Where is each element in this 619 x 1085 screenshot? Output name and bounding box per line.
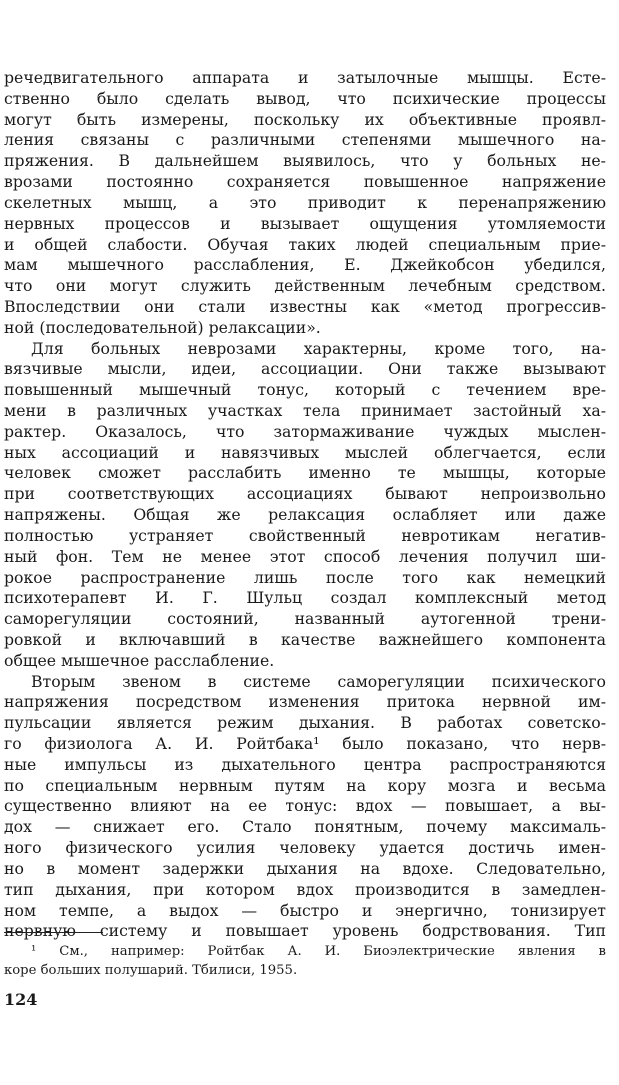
text-line: и общей слабости. Обучая таких людей специальным прие- xyxy=(4,234,606,254)
text-line: при соответствующих ассоциациях бывают непроизвольно xyxy=(4,484,606,504)
text-line: ственно было сделать вывод, что психические процессы xyxy=(4,88,606,108)
text-line: пульсации является режим дыхания. В работах советско- xyxy=(4,713,606,733)
text-line: существенно влияют на ее тонус: вдох — повышает, а вы- xyxy=(4,796,606,816)
text-line: врозами постоянно сохраняется повышенное напряжение xyxy=(4,172,606,192)
text-line: могут быть измерены, поскольку их объективные проявл- xyxy=(4,109,606,129)
footnotes xyxy=(4,942,606,980)
text-line: человек сможет расслабить именно те мышцы, которые xyxy=(4,463,606,483)
footnote-line: ¹ См., например: Ройтбак А. И. Биоэлектрические явления в xyxy=(31,944,606,959)
text-line: пряжения. В дальнейшем выявилось, что у больных не- xyxy=(4,151,606,171)
text-line: саморегуляции состояний, названный аутогенной трени- xyxy=(4,609,606,629)
text-line: речедвигательного аппарата и затылочные мышцы. Есте- xyxy=(4,68,606,87)
text-line: нервную систему и повышает уровень бодрствования. Тип xyxy=(4,921,606,941)
paragraph-start-line: Для больных неврозами характерны, кроме того, на- xyxy=(31,338,606,358)
text-line: ного физического усилия человеку удается достичь имен- xyxy=(4,838,606,858)
text-line: ные импульсы из дыхательного центра распространяются xyxy=(4,754,606,774)
text-line: вязчивые мысли, идеи, ассоциации. Они также вызывают xyxy=(4,359,606,379)
text-line: тип дыхания, при котором вдох производится в замедлен- xyxy=(4,879,606,899)
text-line: дох — снижает его. Стало понятным, почему максималь- xyxy=(4,817,606,837)
text-line: полностью устраняет свойственный невротикам негатив- xyxy=(4,525,606,545)
text-line: рокое распространение лишь после того как немецкий xyxy=(4,567,606,587)
paragraph-start-line: Вторым звеном в системе саморегуляции психического xyxy=(31,671,606,691)
body-text xyxy=(4,68,606,942)
text-line: нервных процессов и вызывает ощущения утомляемости xyxy=(4,213,606,233)
text-line: ровкой и включавший в качестве важнейшего компонента xyxy=(4,629,606,649)
footnote-line: коре больших полушарий. Тбилиси, 1955. xyxy=(4,963,298,978)
text-line: ления связаны с различными степенями мышечного на- xyxy=(4,130,606,150)
page-number: 124 xyxy=(4,990,38,1009)
text-line: что они могут служить действенным лечебным средством. xyxy=(4,276,606,296)
text-line: мени в различных участках тела принимает застойный ха- xyxy=(4,401,606,420)
text-line: рактер. Оказалось, что затормаживание чуждых мыслен- xyxy=(4,421,606,441)
paragraph-end-line: общее мышечное расслабление. xyxy=(4,650,275,670)
text-line: психотерапевт И. Г. Шульц создал комплексный метод xyxy=(4,588,606,608)
paragraph-end-line: ной (последовательной) релаксации». xyxy=(4,317,321,337)
text-line: по специальным нервным путям на кору мозга и весьма xyxy=(4,775,606,795)
text-line: скелетных мышц, а это приводит к перенапряжению xyxy=(4,192,606,212)
text-line: мам мышечного расслабления, Е. Джейкобсон убедился, xyxy=(4,255,606,275)
text-line: но в момент задержки дыхания на вдохе. Следовательно, xyxy=(4,858,606,878)
footnote-divider xyxy=(4,932,103,933)
text-line: ном темпе, а выдох — быстро и энергично, тонизирует xyxy=(4,900,606,920)
text-line: Впоследствии они стали известны как «метод прогрессив- xyxy=(4,296,606,316)
text-line: повышенный мышечный тонус, который с течением вре- xyxy=(4,380,606,400)
text-line: ный фон. Тем не менее этот способ лечения получил ши- xyxy=(4,546,606,566)
text-line: напряжены. Общая же релаксация ослабляет или даже xyxy=(4,505,606,525)
text-line: напряжения посредством изменения притока нервной им- xyxy=(4,692,606,712)
text-line: го физиолога А. И. Ройтбака¹ было показано, что нерв- xyxy=(4,734,606,753)
text-line: ных ассоциаций и навязчивых мыслей облегчается, если xyxy=(4,442,606,462)
